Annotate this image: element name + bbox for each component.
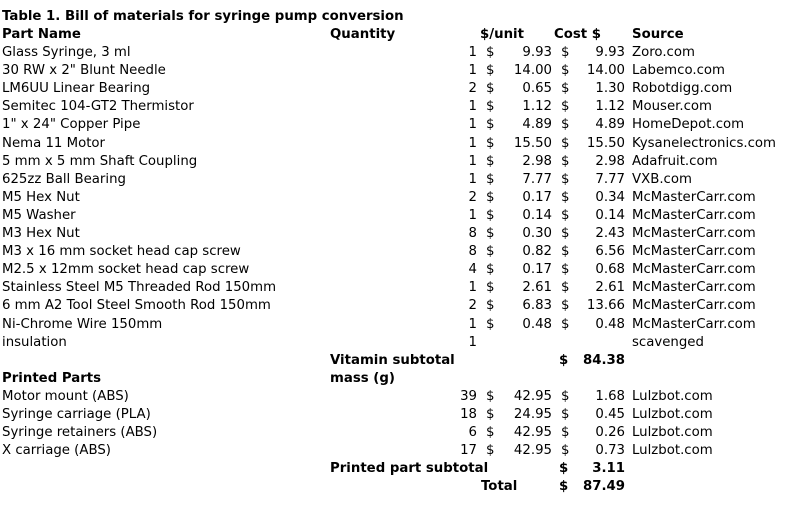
part-quantity: 39: [460, 388, 477, 404]
part-name: 30 RW x 2" Blunt Needle: [2, 63, 166, 79]
part-quantity: 2: [468, 298, 477, 314]
currency-symbol: $: [561, 45, 570, 60]
cost-value: 2.61: [595, 280, 625, 296]
source: VXB.com: [632, 171, 692, 187]
unit-price: 0.48: [522, 316, 552, 332]
currency-symbol: $: [486, 298, 495, 314]
part-quantity: 8: [468, 244, 477, 260]
currency-symbol: $: [486, 280, 495, 296]
currency-symbol: $: [559, 461, 569, 477]
currency-symbol: $: [559, 479, 569, 495]
part-quantity: 2: [468, 81, 477, 97]
part-quantity: 1: [468, 63, 477, 79]
unit-price: 9.93: [522, 45, 552, 60]
currency-symbol: $: [486, 135, 495, 151]
source: Robotdigg.com: [632, 81, 733, 97]
source: Lulzbot.com: [632, 443, 713, 459]
source: McMasterCarr.com: [632, 316, 756, 332]
currency-symbol: $: [561, 316, 570, 332]
currency-symbol: $: [561, 425, 570, 441]
unit-price: 1.12: [522, 99, 552, 115]
currency-symbol: $: [561, 153, 570, 169]
unit-price: 2.61: [522, 280, 552, 296]
unit-price: 42.95: [513, 388, 552, 404]
part-quantity: 18: [460, 407, 477, 422]
currency-symbol: $: [561, 443, 570, 459]
unit-price: 7.77: [522, 171, 552, 187]
currency-symbol: $: [561, 81, 570, 97]
currency-symbol: $: [486, 171, 495, 187]
unit-price: 0.65: [522, 81, 552, 97]
header-quantity: Quantity: [330, 27, 396, 42]
total-value: 87.49: [582, 479, 625, 495]
part-quantity: 1: [468, 171, 477, 187]
currency-symbol: $: [561, 388, 570, 404]
unit-price: 42.95: [513, 443, 552, 459]
part-name: insulation: [2, 334, 67, 350]
currency-symbol: $: [486, 153, 495, 169]
cost-value: 2.43: [595, 226, 625, 241]
currency-symbol: $: [486, 443, 495, 459]
header-cost: Cost $: [554, 27, 602, 42]
table-title: Table 1. Bill of materials for syringe pump conversion: [2, 9, 404, 24]
currency-symbol: $: [561, 135, 570, 151]
part-quantity: 1: [468, 117, 477, 133]
source: Lulzbot.com: [632, 388, 713, 404]
cost-value: 13.66: [586, 298, 625, 314]
source: McMasterCarr.com: [632, 244, 756, 260]
source: McMasterCarr.com: [632, 189, 756, 205]
cost-value: 15.50: [586, 135, 625, 151]
currency-symbol: $: [486, 244, 495, 260]
currency-symbol: $: [486, 99, 495, 115]
unit-price: 0.17: [522, 262, 552, 278]
currency-symbol: $: [559, 352, 569, 368]
currency-symbol: $: [561, 407, 570, 422]
part-name: Syringe carriage (PLA): [2, 407, 151, 422]
vitamin-subtotal-label: Vitamin subtotal: [330, 352, 455, 368]
cost-value: 1.30: [595, 81, 625, 97]
currency-symbol: $: [561, 298, 570, 314]
part-name: Semitec 104-GT2 Thermistor: [2, 99, 194, 115]
source: McMasterCarr.com: [632, 262, 756, 278]
cost-value: 9.93: [595, 45, 625, 60]
part-name: Stainless Steel M5 Threaded Rod 150mm: [2, 280, 277, 296]
source: Labemco.com: [632, 63, 725, 79]
part-quantity: 1: [468, 207, 477, 223]
currency-symbol: $: [486, 226, 495, 241]
part-name: M5 Hex Nut: [2, 189, 80, 205]
part-name: X carriage (ABS): [2, 443, 111, 459]
unit-price: 0.17: [522, 189, 552, 205]
currency-symbol: $: [561, 207, 570, 223]
part-name: Syringe retainers (ABS): [2, 425, 158, 441]
part-name: Glass Syringe, 3 ml: [2, 45, 131, 60]
currency-symbol: $: [486, 63, 495, 79]
source: McMasterCarr.com: [632, 207, 756, 223]
currency-symbol: $: [486, 407, 495, 422]
part-quantity: 1: [468, 135, 477, 151]
currency-symbol: $: [486, 45, 495, 60]
part-quantity: 1: [468, 153, 477, 169]
unit-price: 2.98: [522, 153, 552, 169]
source: Lulzbot.com: [632, 407, 713, 422]
currency-symbol: $: [486, 81, 495, 97]
unit-price: 24.95: [513, 407, 552, 422]
currency-symbol: $: [486, 316, 495, 332]
part-name: LM6UU Linear Bearing: [2, 81, 151, 97]
unit-price: 42.95: [513, 425, 552, 441]
printed-parts-heading: Printed Parts: [2, 370, 102, 386]
source: McMasterCarr.com: [632, 280, 756, 296]
source: Kysanelectronics.com: [632, 135, 776, 151]
currency-symbol: $: [561, 63, 570, 79]
part-name: 625zz Ball Bearing: [2, 171, 126, 187]
currency-symbol: $: [561, 117, 570, 133]
cost-value: 0.68: [595, 262, 625, 278]
part-quantity: 1: [468, 334, 477, 350]
part-name: 1" x 24" Copper Pipe: [2, 117, 141, 133]
part-quantity: 6: [468, 425, 477, 441]
part-name: 6 mm A2 Tool Steel Smooth Rod 150mm: [2, 298, 271, 314]
cost-value: 0.34: [595, 189, 625, 205]
source: Lulzbot.com: [632, 425, 713, 441]
unit-price: 6.83: [522, 298, 552, 314]
header-source: Source: [632, 27, 684, 42]
unit-price: 0.14: [522, 207, 552, 223]
cost-value: 0.26: [595, 425, 625, 441]
part-name: M3 x 16 mm socket head cap screw: [2, 244, 241, 260]
currency-symbol: $: [561, 171, 570, 187]
source: scavenged: [632, 334, 704, 350]
source: Adafruit.com: [632, 153, 718, 169]
currency-symbol: $: [561, 99, 570, 115]
currency-symbol: $: [486, 117, 495, 133]
currency-symbol: $: [486, 262, 495, 278]
unit-price: 0.82: [522, 244, 552, 260]
part-name: M5 Washer: [2, 207, 76, 223]
cost-value: 0.73: [595, 443, 625, 459]
cost-value: 14.00: [586, 63, 625, 79]
currency-symbol: $: [486, 425, 495, 441]
part-quantity: 1: [468, 316, 477, 332]
part-name: M2.5 x 12mm socket head cap screw: [2, 262, 250, 278]
unit-price: 15.50: [513, 135, 552, 151]
unit-price: 14.00: [513, 63, 552, 79]
part-quantity: 2: [468, 189, 477, 205]
currency-symbol: $: [486, 189, 495, 205]
cost-value: 0.45: [595, 407, 625, 422]
part-name: Ni-Chrome Wire 150mm: [2, 316, 163, 332]
printed-subtotal-value: 3.11: [592, 461, 625, 477]
part-quantity: 1: [468, 280, 477, 296]
currency-symbol: $: [561, 226, 570, 241]
part-quantity: 4: [468, 262, 477, 278]
header-unit-price: $/unit: [480, 27, 524, 42]
unit-price: 0.30: [522, 226, 552, 241]
currency-symbol: $: [561, 189, 570, 205]
part-quantity: 1: [468, 45, 477, 60]
cost-value: 4.89: [595, 117, 625, 133]
source: Zoro.com: [632, 45, 695, 60]
part-name: Motor mount (ABS): [2, 388, 129, 404]
source: Mouser.com: [632, 99, 713, 115]
part-name: 5 mm x 5 mm Shaft Coupling: [2, 153, 198, 169]
currency-symbol: $: [561, 280, 570, 296]
cost-value: 2.98: [595, 153, 625, 169]
source: McMasterCarr.com: [632, 298, 756, 314]
currency-symbol: $: [561, 244, 570, 260]
source: McMasterCarr.com: [632, 226, 756, 241]
mass-label: mass (g): [330, 370, 395, 386]
part-quantity: 8: [468, 226, 477, 241]
unit-price: 4.89: [522, 117, 552, 133]
currency-symbol: $: [486, 207, 495, 223]
vitamin-subtotal-value: 84.38: [582, 352, 625, 368]
total-label: Total: [481, 479, 518, 495]
cost-value: 0.14: [595, 207, 625, 223]
cost-value: 1.68: [595, 388, 625, 404]
source: HomeDepot.com: [632, 117, 745, 133]
currency-symbol: $: [486, 388, 495, 404]
part-name: M3 Hex Nut: [2, 226, 80, 241]
cost-value: 6.56: [595, 244, 625, 260]
cost-value: 7.77: [595, 171, 625, 187]
part-quantity: 17: [460, 443, 477, 459]
printed-subtotal-label: Printed part subtotal: [330, 461, 489, 477]
part-quantity: 1: [468, 99, 477, 115]
part-name: Nema 11 Motor: [2, 135, 106, 151]
header-part-name: Part Name: [2, 27, 81, 42]
cost-value: 0.48: [595, 316, 625, 332]
cost-value: 1.12: [595, 99, 625, 115]
currency-symbol: $: [561, 262, 570, 278]
